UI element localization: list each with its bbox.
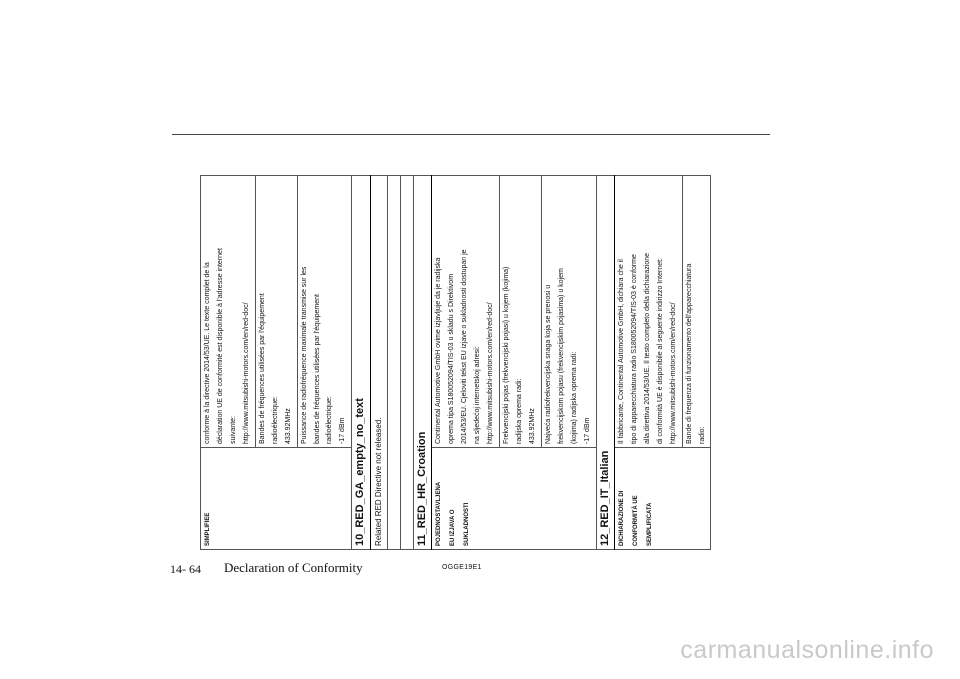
page-number: 14- 64 (170, 562, 201, 576)
it-cell-1 (682, 176, 711, 448)
table-row (401, 176, 414, 550)
table-row (414, 176, 432, 550)
hr-cell-2 (541, 176, 596, 448)
label-line: SEMPLIFICATA (646, 502, 653, 546)
empty-cell (388, 176, 401, 550)
text-line: radioélectrique: (326, 396, 334, 444)
text-line: radijska oprema radi: (516, 378, 524, 444)
text-line: Continental Automotive GmbH ovime izjavljuje da je radijska (435, 257, 443, 444)
text-line: di conformità UE è disponibile al seguente indirizzo Internet: (656, 258, 664, 444)
rotated-conformity-table (200, 180, 760, 550)
hr-cell-0 (432, 176, 500, 448)
text-line: -17 dBm (339, 417, 347, 444)
section-title: Declaration of Conformity (224, 560, 363, 575)
hr-label (432, 448, 596, 550)
fr-cell-2 (297, 176, 352, 448)
text-line: -17 dBm (583, 417, 591, 444)
text-line: Frekvencijski pojas (frekvencijski pojasi) u kojem (kojima) (503, 266, 511, 444)
text-line: conforme à la directive 2014/53/UE. Le texte complet de la (204, 262, 211, 444)
it-cell-0 (614, 176, 682, 448)
top-rule (172, 134, 770, 135)
hr-heading: 11_RED_HR_Croation (414, 176, 432, 550)
table-row (614, 176, 682, 550)
conformity-table (200, 175, 711, 550)
text-line: 433.92MHz (529, 408, 537, 444)
text-line: (kojima) radijska oprema radi: (570, 351, 578, 444)
empty-cell (401, 176, 414, 550)
fr-cell-1 (255, 176, 297, 448)
text-line: Il fabbricante, Continental Automotive GmbH, dichiara che il (617, 259, 625, 444)
url-text: http://www.mitsubishi-motors.com/en/red-doc/ (487, 302, 495, 444)
table-row (370, 176, 388, 550)
text-line: Bandes de fréquences utilisées par l'équipement (258, 293, 266, 444)
it-heading: 12_RED_IT_Italian (596, 176, 614, 550)
url-text: http://www.mitsubishi-motors.com/en/red-doc/ (242, 302, 250, 444)
fr-label: SIMPLIFIEE (201, 448, 352, 550)
text-line: tipo di apparecchiatura radio S180052094/TIS-03 è conforme (630, 254, 638, 444)
text-line: Puissance de radiofréquence maximale transmise sur les (300, 266, 308, 444)
text-line: oprema tipa S180052094/TIS-03 u skladu s Direktivom (448, 273, 456, 444)
hr-cell-1 (500, 176, 542, 448)
text-line: bandes de fréquences utilisées par l'équipement (313, 294, 321, 444)
document-code: OGGE19E1 (442, 564, 482, 571)
fr-cell-0 (201, 176, 256, 448)
watermark: carmanualsonline.info (680, 636, 934, 664)
text-line: frekvencijskom pojasu (frekvencijskim pojasima) u kojem (557, 268, 565, 444)
table-row (432, 176, 500, 550)
text-line: 433.92MHz (284, 408, 292, 444)
label-line: CONFORMITÀ UE (632, 495, 639, 546)
text-line: alla direttiva 2014/53/UE. Il testo completo della dichiarazione (643, 252, 651, 444)
text-line: radioélectrique: (271, 396, 279, 444)
label-line: POJEDNOSTAVLJENA (436, 481, 443, 546)
text-line: Najveća radiofrekvencijska snaga koja se prenosi u (544, 284, 552, 444)
table-row (596, 176, 614, 550)
text-line: Bande di frequenza di funzionamento dell'apparecchiatura (685, 263, 693, 444)
ga-note: Related RED Directive not released. (370, 176, 388, 550)
label-line: EU IZJAVA O (450, 509, 457, 546)
text-line: déclaration UE de conformité est disponible à l'adresse internet (216, 248, 224, 444)
table-row (352, 176, 370, 550)
table-row (388, 176, 401, 550)
table-row (201, 176, 256, 550)
ga-heading: 10_RED_GA_empty_no_text (352, 176, 370, 550)
text-line: na sljedećoj internetskoj adresi: (474, 346, 482, 444)
text-line: radio: (698, 426, 706, 444)
text-line: suivante: (229, 415, 237, 444)
label-line: SUKLADNOSTI (464, 502, 471, 546)
it-label (614, 448, 711, 550)
text-line: 2014/53/EU. Cjeloviti tekst EU izjave o sukladnosti dostupan je (461, 249, 469, 444)
url-text: http://www.mitsubishi-motors.com/en/red-doc/ (669, 302, 677, 444)
label-line: DICHIARAZIONE DI (618, 490, 625, 546)
